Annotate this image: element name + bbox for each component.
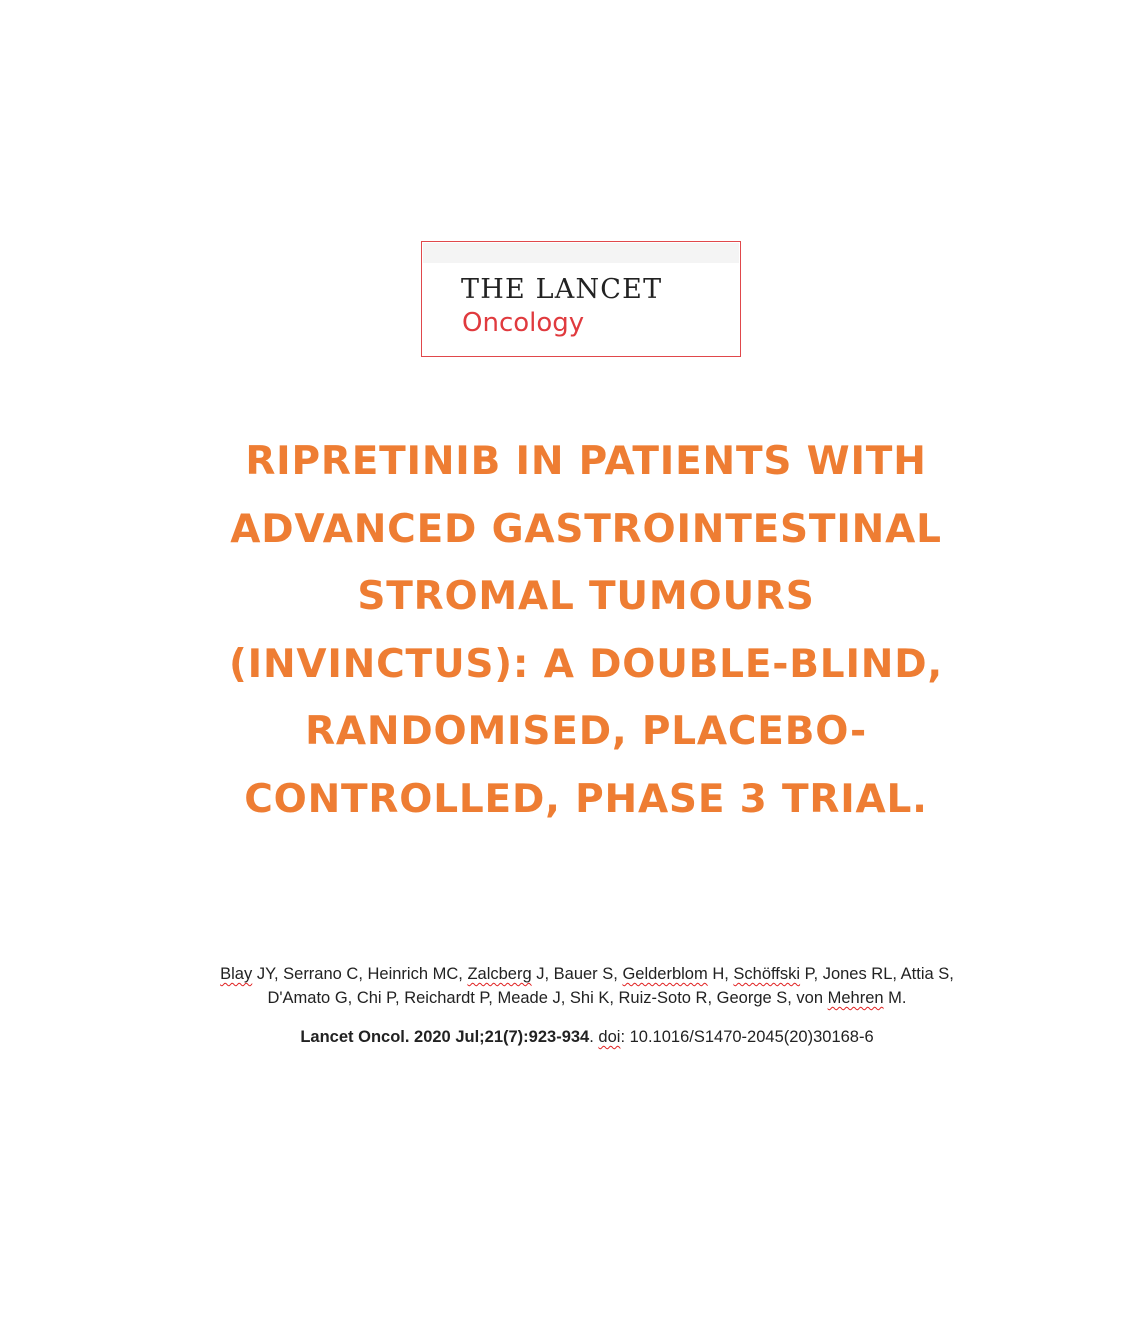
title-line: (INVINCTUS): A DOUBLE-BLIND, xyxy=(229,641,943,687)
logo-top-band xyxy=(423,243,739,263)
author-text: P, Jones RL, Attia S, D'Amato G, Chi P, Reichardt P, Meade J, Shi K, Ruiz-Soto R, George S, von xyxy=(267,965,954,1007)
logo-journal-subtitle: Oncology xyxy=(462,308,585,338)
author-text: J, Bauer S, xyxy=(531,965,623,983)
author-name-flagged: Schöffski xyxy=(733,965,801,983)
citation-journal-ref: Lancet Oncol. 2020 Jul;21(7):923-934 xyxy=(300,1028,590,1046)
logo-journal-name: THE LANCET xyxy=(461,274,663,305)
title-line: ADVANCED GASTROINTESTINAL xyxy=(230,506,942,552)
title-line: RANDOMISED, PLACEBO- xyxy=(305,709,867,754)
author-list xyxy=(196,962,978,1010)
citation-doi-value: : 10.1016/S1470-2045(20)30168-6 xyxy=(620,1028,874,1046)
citation xyxy=(196,1025,978,1049)
title-line: STROMAL TUMOURS xyxy=(357,574,815,619)
title-line: CONTROLLED, PHASE 3 TRIAL. xyxy=(244,776,928,822)
citation-doi-label: doi xyxy=(598,1028,621,1046)
title-line: RIPRETINIB IN PATIENTS WITH xyxy=(245,439,927,484)
author-name-flagged: Zalcberg xyxy=(467,965,532,983)
citation-separator: . xyxy=(589,1028,599,1046)
article-title xyxy=(186,428,986,833)
author-text: M. xyxy=(883,989,907,1007)
author-text: JY, Serrano C, Heinrich MC, xyxy=(252,965,468,983)
journal-logo xyxy=(421,241,741,357)
author-name-flagged: Gelderblom xyxy=(622,965,708,983)
author-name-flagged: Mehren xyxy=(827,989,884,1007)
author-text: H, xyxy=(707,965,734,983)
author-name-flagged: Blay xyxy=(220,965,253,983)
